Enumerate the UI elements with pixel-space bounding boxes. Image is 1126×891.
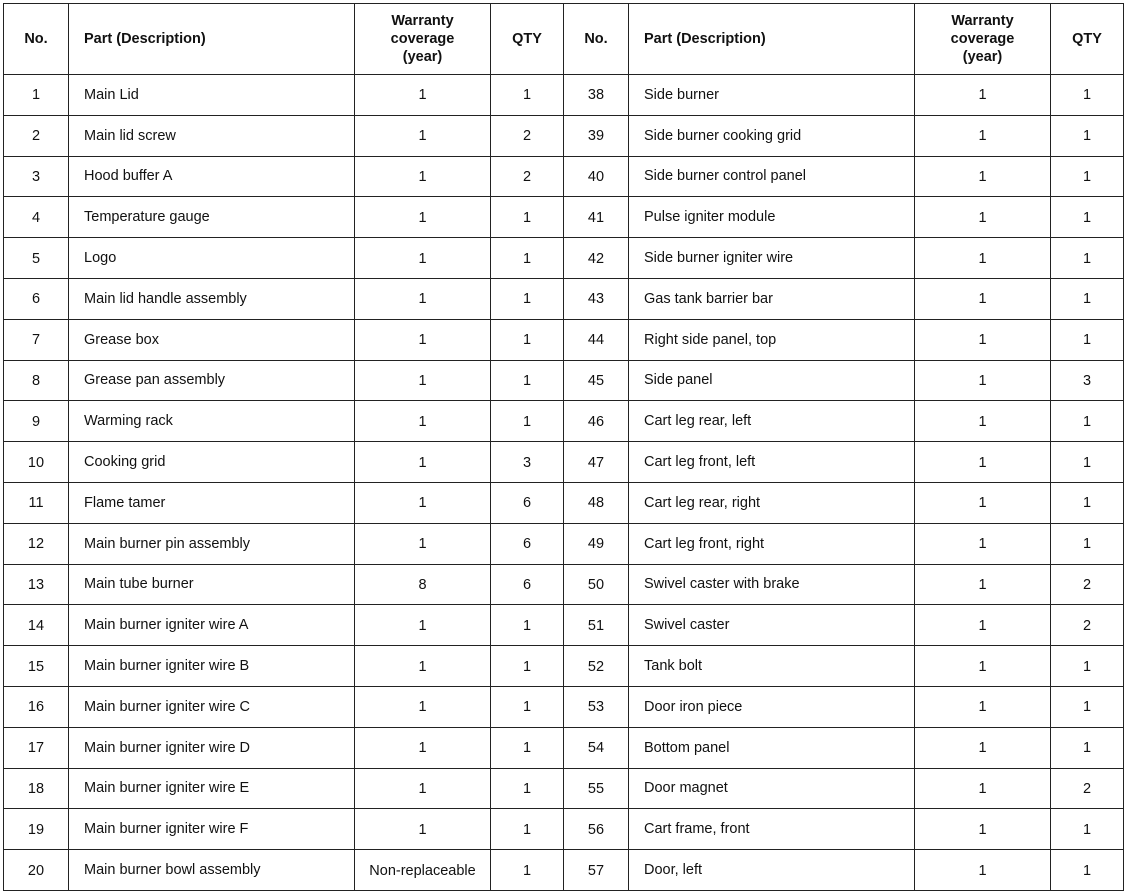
part-description-cell: Cart leg rear, right — [629, 482, 915, 523]
quantity-cell: 2 — [491, 115, 564, 156]
warranty-years-cell: 1 — [915, 401, 1051, 442]
part-number-cell: 17 — [4, 727, 69, 768]
table-row — [4, 646, 1124, 687]
part-description-cell: Main Lid — [69, 75, 355, 116]
part-number-cell: 13 — [4, 564, 69, 605]
quantity-cell: 1 — [1051, 442, 1124, 483]
table-row — [4, 727, 1124, 768]
part-description-cell: Swivel caster — [629, 605, 915, 646]
warranty-years-cell: 1 — [355, 197, 491, 238]
warranty-years-cell: 1 — [915, 156, 1051, 197]
part-number-cell: 49 — [564, 523, 629, 564]
part-number-cell: 57 — [564, 850, 629, 891]
part-number-cell: 48 — [564, 482, 629, 523]
part-description-cell: Main burner igniter wire A — [69, 605, 355, 646]
warranty-years-cell: 1 — [355, 646, 491, 687]
warranty-years-cell: 1 — [915, 360, 1051, 401]
part-description-cell: Main burner pin assembly — [69, 523, 355, 564]
part-description-cell: Side burner cooking grid — [629, 115, 915, 156]
header-no: No. — [4, 4, 69, 75]
part-number-cell: 14 — [4, 605, 69, 646]
part-description-cell: Cart leg front, right — [629, 523, 915, 564]
part-description-cell: Main lid screw — [69, 115, 355, 156]
part-number-cell: 38 — [564, 75, 629, 116]
part-number-cell: 8 — [4, 360, 69, 401]
quantity-cell: 1 — [1051, 319, 1124, 360]
warranty-years-cell: 1 — [915, 768, 1051, 809]
part-number-cell: 41 — [564, 197, 629, 238]
warranty-years-cell: 1 — [915, 278, 1051, 319]
part-number-cell: 44 — [564, 319, 629, 360]
header-qty: QTY — [1051, 4, 1124, 75]
table-row — [4, 197, 1124, 238]
table-body — [4, 75, 1124, 891]
quantity-cell: 1 — [1051, 727, 1124, 768]
warranty-years-cell: 1 — [915, 605, 1051, 646]
table-row — [4, 319, 1124, 360]
part-description-cell: Side burner — [629, 75, 915, 116]
table-row — [4, 238, 1124, 279]
warranty-years-cell: 1 — [915, 482, 1051, 523]
quantity-cell: 2 — [1051, 605, 1124, 646]
warranty-years-cell: 1 — [915, 523, 1051, 564]
warranty-years-cell: 1 — [915, 809, 1051, 850]
part-number-cell: 47 — [564, 442, 629, 483]
part-description-cell: Side panel — [629, 360, 915, 401]
part-description-cell: Grease box — [69, 319, 355, 360]
quantity-cell: 6 — [491, 523, 564, 564]
quantity-cell: 1 — [491, 360, 564, 401]
warranty-years-cell: 1 — [915, 442, 1051, 483]
part-number-cell: 2 — [4, 115, 69, 156]
warranty-years-cell: 1 — [915, 850, 1051, 891]
quantity-cell: 3 — [491, 442, 564, 483]
warranty-years-cell: 1 — [355, 605, 491, 646]
warranty-years-cell: 1 — [915, 197, 1051, 238]
part-number-cell: 16 — [4, 686, 69, 727]
part-description-cell: Main burner igniter wire F — [69, 809, 355, 850]
part-number-cell: 4 — [4, 197, 69, 238]
warranty-years-cell: 1 — [355, 238, 491, 279]
quantity-cell: 1 — [1051, 850, 1124, 891]
table-row — [4, 401, 1124, 442]
table-row — [4, 686, 1124, 727]
table-row — [4, 605, 1124, 646]
quantity-cell: 1 — [1051, 115, 1124, 156]
table-row — [4, 156, 1124, 197]
quantity-cell: 1 — [491, 278, 564, 319]
quantity-cell: 1 — [1051, 75, 1124, 116]
header-warranty-coverage — [915, 4, 1051, 75]
part-description-cell: Grease pan assembly — [69, 360, 355, 401]
part-description-cell: Right side panel, top — [629, 319, 915, 360]
quantity-cell: 1 — [491, 238, 564, 279]
header-no: No. — [564, 4, 629, 75]
header-warranty-line: Warranty — [951, 13, 1014, 29]
quantity-cell: 1 — [491, 727, 564, 768]
warranty-years-cell: 8 — [355, 564, 491, 605]
part-description-cell: Main burner igniter wire B — [69, 646, 355, 687]
part-number-cell: 56 — [564, 809, 629, 850]
header-warranty-line: (year) — [402, 49, 443, 65]
part-description-cell: Temperature gauge — [69, 197, 355, 238]
part-number-cell: 19 — [4, 809, 69, 850]
part-description-cell: Cart frame, front — [629, 809, 915, 850]
warranty-years-cell: 1 — [355, 360, 491, 401]
table-row — [4, 482, 1124, 523]
part-number-cell: 54 — [564, 727, 629, 768]
part-number-cell: 15 — [4, 646, 69, 687]
quantity-cell: 1 — [1051, 238, 1124, 279]
warranty-years-cell: 1 — [355, 727, 491, 768]
table-row — [4, 360, 1124, 401]
part-description-cell: Door iron piece — [629, 686, 915, 727]
quantity-cell: 1 — [1051, 278, 1124, 319]
warranty-years-cell: 1 — [355, 809, 491, 850]
quantity-cell: 2 — [1051, 768, 1124, 809]
quantity-cell: 1 — [1051, 686, 1124, 727]
part-description-cell: Pulse igniter module — [629, 197, 915, 238]
quantity-cell: 1 — [491, 401, 564, 442]
part-description-cell: Side burner igniter wire — [629, 238, 915, 279]
part-description-cell: Logo — [69, 238, 355, 279]
warranty-years-cell: Non-replaceable — [355, 850, 491, 891]
warranty-years-cell: 1 — [915, 727, 1051, 768]
quantity-cell: 1 — [1051, 156, 1124, 197]
table-row — [4, 75, 1124, 116]
parts-table-container — [3, 3, 1124, 891]
part-description-cell: Main lid handle assembly — [69, 278, 355, 319]
warranty-years-cell: 1 — [915, 238, 1051, 279]
warranty-years-cell: 1 — [355, 75, 491, 116]
header-warranty-line: (year) — [962, 49, 1003, 65]
warranty-years-cell: 1 — [915, 646, 1051, 687]
part-number-cell: 20 — [4, 850, 69, 891]
part-description-cell: Door, left — [629, 850, 915, 891]
part-number-cell: 7 — [4, 319, 69, 360]
table-row — [4, 442, 1124, 483]
quantity-cell: 1 — [491, 809, 564, 850]
part-number-cell: 10 — [4, 442, 69, 483]
part-description-cell: Tank bolt — [629, 646, 915, 687]
part-number-cell: 40 — [564, 156, 629, 197]
warranty-years-cell: 1 — [355, 401, 491, 442]
header-part-description: Part (Description) — [69, 4, 355, 75]
part-description-cell: Gas tank barrier bar — [629, 278, 915, 319]
table-row — [4, 768, 1124, 809]
warranty-years-cell: 1 — [355, 482, 491, 523]
table-header-row — [4, 4, 1124, 75]
warranty-years-cell: 1 — [915, 115, 1051, 156]
header-qty: QTY — [491, 4, 564, 75]
table-row — [4, 809, 1124, 850]
warranty-years-cell: 1 — [355, 156, 491, 197]
part-number-cell: 51 — [564, 605, 629, 646]
part-number-cell: 46 — [564, 401, 629, 442]
header-warranty-line: Warranty — [391, 13, 454, 29]
part-number-cell: 6 — [4, 278, 69, 319]
warranty-years-cell: 1 — [915, 564, 1051, 605]
part-number-cell: 1 — [4, 75, 69, 116]
header-warranty-line: coverage — [950, 31, 1015, 47]
part-description-cell: Flame tamer — [69, 482, 355, 523]
quantity-cell: 1 — [491, 605, 564, 646]
part-description-cell: Side burner control panel — [629, 156, 915, 197]
quantity-cell: 2 — [491, 156, 564, 197]
part-number-cell: 45 — [564, 360, 629, 401]
part-description-cell: Main burner igniter wire C — [69, 686, 355, 727]
part-number-cell: 9 — [4, 401, 69, 442]
quantity-cell: 1 — [1051, 523, 1124, 564]
warranty-years-cell: 1 — [355, 278, 491, 319]
warranty-years-cell: 1 — [915, 686, 1051, 727]
quantity-cell: 6 — [491, 482, 564, 523]
quantity-cell: 1 — [491, 319, 564, 360]
quantity-cell: 1 — [1051, 646, 1124, 687]
quantity-cell: 1 — [1051, 809, 1124, 850]
table-row — [4, 278, 1124, 319]
part-number-cell: 52 — [564, 646, 629, 687]
table-row — [4, 850, 1124, 891]
quantity-cell: 1 — [491, 197, 564, 238]
part-number-cell: 39 — [564, 115, 629, 156]
part-description-cell: Cart leg front, left — [629, 442, 915, 483]
warranty-years-cell: 1 — [915, 75, 1051, 116]
part-number-cell: 3 — [4, 156, 69, 197]
part-number-cell: 5 — [4, 238, 69, 279]
part-description-cell: Hood buffer A — [69, 156, 355, 197]
part-description-cell: Main burner igniter wire D — [69, 727, 355, 768]
part-description-cell: Warming rack — [69, 401, 355, 442]
warranty-years-cell: 1 — [355, 686, 491, 727]
header-part-description: Part (Description) — [629, 4, 915, 75]
part-number-cell: 43 — [564, 278, 629, 319]
part-number-cell: 50 — [564, 564, 629, 605]
part-number-cell: 18 — [4, 768, 69, 809]
part-number-cell: 42 — [564, 238, 629, 279]
part-description-cell: Main burner igniter wire E — [69, 768, 355, 809]
header-warranty-line: coverage — [390, 31, 455, 47]
quantity-cell: 1 — [491, 850, 564, 891]
warranty-years-cell: 1 — [355, 319, 491, 360]
quantity-cell: 2 — [1051, 564, 1124, 605]
warranty-years-cell: 1 — [355, 115, 491, 156]
quantity-cell: 3 — [1051, 360, 1124, 401]
part-number-cell: 11 — [4, 482, 69, 523]
table-row — [4, 523, 1124, 564]
warranty-years-cell: 1 — [915, 319, 1051, 360]
quantity-cell: 1 — [491, 75, 564, 116]
part-number-cell: 55 — [564, 768, 629, 809]
warranty-years-cell: 1 — [355, 442, 491, 483]
quantity-cell: 1 — [1051, 401, 1124, 442]
part-description-cell: Swivel caster with brake — [629, 564, 915, 605]
quantity-cell: 1 — [491, 686, 564, 727]
parts-warranty-table — [3, 3, 1124, 891]
quantity-cell: 1 — [1051, 197, 1124, 238]
part-description-cell: Main tube burner — [69, 564, 355, 605]
part-number-cell: 53 — [564, 686, 629, 727]
table-row — [4, 115, 1124, 156]
part-description-cell: Bottom panel — [629, 727, 915, 768]
part-description-cell: Main burner bowl assembly — [69, 850, 355, 891]
warranty-years-cell: 1 — [355, 523, 491, 564]
quantity-cell: 1 — [491, 768, 564, 809]
quantity-cell: 1 — [1051, 482, 1124, 523]
header-warranty-coverage — [355, 4, 491, 75]
quantity-cell: 6 — [491, 564, 564, 605]
part-description-cell: Door magnet — [629, 768, 915, 809]
part-description-cell: Cooking grid — [69, 442, 355, 483]
table-row — [4, 564, 1124, 605]
quantity-cell: 1 — [491, 646, 564, 687]
warranty-years-cell: 1 — [355, 768, 491, 809]
part-number-cell: 12 — [4, 523, 69, 564]
part-description-cell: Cart leg rear, left — [629, 401, 915, 442]
